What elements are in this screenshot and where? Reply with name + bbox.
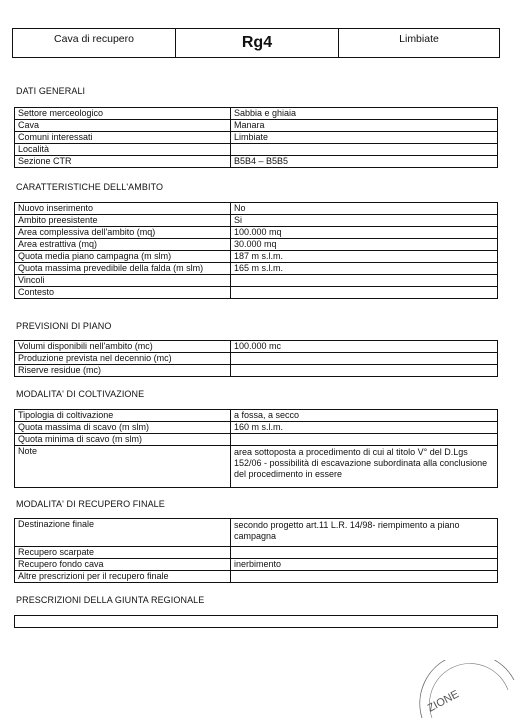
table-row [15, 227, 498, 239]
row-value: B5B4 – B5B5 [231, 156, 498, 168]
row-value: No [231, 203, 498, 215]
row-value: inerbimento [231, 559, 498, 571]
table-row [15, 144, 498, 156]
row-label: Quota media piano campagna (m slm) [15, 251, 231, 263]
table-row [15, 120, 498, 132]
table-row [15, 410, 498, 422]
row-value: Manara [231, 120, 498, 132]
row-value [231, 547, 498, 559]
row-value: 165 m s.l.m. [231, 263, 498, 275]
header-municipality: Limbiate [399, 33, 439, 45]
row-label: Recupero scarpate [15, 547, 231, 559]
row-value: 100.000 mq [231, 227, 498, 239]
table-row [15, 215, 498, 227]
row-value: Limbiate [231, 132, 498, 144]
table-row [15, 422, 498, 434]
table-row [15, 353, 498, 365]
table-row [15, 203, 498, 215]
table-row [15, 263, 498, 275]
row-label: Comuni interessati [15, 132, 231, 144]
row-label: Note [15, 446, 231, 488]
row-label: Sezione CTR [15, 156, 231, 168]
table-row [15, 446, 498, 488]
row-label: Destinazione finale [15, 519, 231, 547]
row-value [231, 275, 498, 287]
row-value [231, 144, 498, 156]
row-label: Località [15, 144, 231, 156]
table-row [15, 132, 498, 144]
table-row [15, 434, 498, 446]
row-label: Tipologia di coltivazione [15, 410, 231, 422]
row-label: Vincoli [15, 275, 231, 287]
section-title-caratteristiche: CARATTERISTICHE DELL'AMBITO [16, 182, 164, 192]
row-label: Altre prescrizioni per il recupero finale [15, 571, 231, 583]
table-row [15, 287, 498, 299]
row-value: 100.000 mc [231, 341, 498, 353]
row-label: Nuovo inserimento [15, 203, 231, 215]
section-title-previsioni: PREVISIONI DI PIANO [16, 321, 112, 331]
row-label: Recupero fondo cava [15, 559, 231, 571]
row-label: Riserve residue (mc) [15, 365, 231, 377]
table-row [15, 275, 498, 287]
row-value: secondo progetto art.11 L.R. 14/98- riempimento a piano campagna [231, 519, 498, 547]
section-title-recupero: MODALITA' DI RECUPERO FINALE [16, 499, 165, 509]
row-value: Sabbia e ghiaia [231, 108, 498, 120]
row-label: Contesto [15, 287, 231, 299]
prescrizioni-box [14, 615, 498, 628]
row-label: Area complessiva dell'ambito (mq) [15, 227, 231, 239]
header-code: Rg4 [176, 29, 339, 57]
table-row [15, 571, 498, 583]
row-value: 160 m s.l.m. [231, 422, 498, 434]
section-title-prescrizioni: PRESCRIZIONI DELLA GIUNTA REGIONALE [16, 595, 205, 605]
table-previsioni [14, 340, 498, 377]
table-row [15, 365, 498, 377]
section-title-coltivazione: MODALITA' DI COLTIVAZIONE [16, 389, 145, 399]
table-coltivazione [14, 409, 498, 488]
row-value: 30.000 mq [231, 239, 498, 251]
section-title-dati-generali: DATI GENERALI [16, 86, 86, 96]
table-row [15, 547, 498, 559]
row-label: Ambito preesistente [15, 215, 231, 227]
header-box [12, 28, 500, 58]
row-value: a fossa, a secco [231, 410, 498, 422]
row-value: Si [231, 215, 498, 227]
row-label: Quota massima prevedibile della falda (m slm) [15, 263, 231, 275]
table-caratteristiche [14, 202, 498, 299]
table-row [15, 108, 498, 120]
row-value [231, 434, 498, 446]
row-value [231, 353, 498, 365]
table-dati-generali [14, 107, 498, 168]
table-row [15, 519, 498, 547]
row-value [231, 287, 498, 299]
row-label: Produzione prevista nel decennio (mc) [15, 353, 231, 365]
row-value [231, 571, 498, 583]
table-recupero [14, 518, 498, 583]
row-value: area sottoposta a procedimento di cui al titolo V° del D.Lgs 152/06 - possibilità di escavazione subordinata alla conclusione del procedimento in essere [231, 446, 498, 488]
stamp-seal [404, 660, 524, 720]
table-row [15, 341, 498, 353]
row-label: Quota massima di scavo (m slm) [15, 422, 231, 434]
header-type: Cava di recupero [13, 29, 176, 57]
row-label: Area estrattiva (mq) [15, 239, 231, 251]
table-row [15, 239, 498, 251]
row-label: Quota minima di scavo (m slm) [15, 434, 231, 446]
row-label: Cava [15, 120, 231, 132]
stamp-text: ZIONE [425, 688, 462, 715]
row-value: 187 m s.l.m. [231, 251, 498, 263]
row-label: Volumi disponibili nell'ambito (mc) [15, 341, 231, 353]
row-label: Settore merceologico [15, 108, 231, 120]
row-value [231, 365, 498, 377]
table-row [15, 559, 498, 571]
table-row [15, 156, 498, 168]
table-row [15, 251, 498, 263]
